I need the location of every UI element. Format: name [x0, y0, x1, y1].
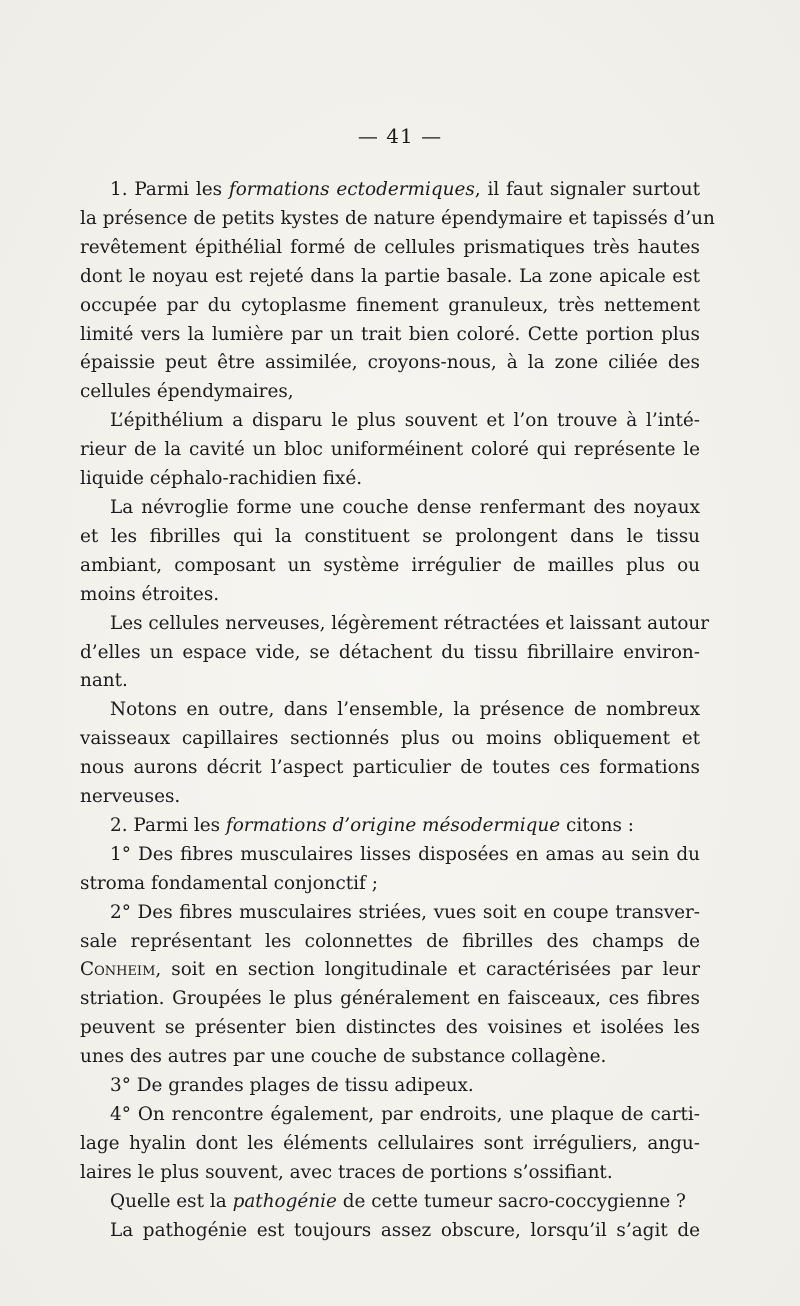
text-run: épaissie peut être assimilée, croyons-nous, à la zone ciliée des [80, 352, 700, 374]
paragraph [80, 1072, 700, 1101]
text-line [80, 899, 700, 928]
body-text [80, 176, 715, 1246]
text-run: sale représentant les colonnettes de fibrilles des champs de [80, 930, 700, 952]
text-run: la présence de petits kystes de nature épendymaire et tapissés d’un [80, 207, 715, 229]
text-run: Notons en outre, dans l’ensemble, la présence de nombreux [110, 699, 700, 721]
text-run: L’épithélium a disparu le plus souvent et l’on trouve à l’inté- [110, 410, 700, 432]
text-run: , il faut signaler surtout [474, 179, 700, 200]
text-run: laires le plus souvent, avec traces de portions s’ossifiant. [80, 1161, 613, 1183]
text-run: striation. Groupées le plus généralement en faisceaux, ces fibres [80, 988, 700, 1010]
paragraph [80, 1101, 700, 1188]
text-line [80, 494, 700, 523]
paragraph [80, 407, 700, 494]
text-line [80, 1217, 700, 1246]
text-run: Les cellules nerveuses, légèrement rétractées et laissant autour [110, 612, 710, 634]
text-run: occupée par du cytoplasme finement granuleux, très nettement [80, 294, 700, 316]
text-line [80, 234, 700, 263]
text-line [80, 1188, 700, 1217]
paragraph [80, 1188, 700, 1217]
text-run: nant. [80, 670, 128, 692]
text-line [80, 349, 700, 378]
text-run: La pathogénie est toujours assez obscure, lorsqu’il s’agit de [110, 1219, 700, 1241]
text-run: nerveuses. [80, 786, 181, 808]
text-line [80, 205, 715, 234]
author-name: Conheim [80, 959, 156, 981]
text-line [80, 956, 700, 985]
text-line [80, 1043, 700, 1072]
text-line [80, 841, 700, 870]
text-line [80, 754, 700, 783]
text-line [80, 292, 700, 321]
text-run: 4° On rencontre également, par endroits, une plaque de carti- [110, 1104, 700, 1125]
text-run: 1° Des fibres musculaires lisses disposées en amas au sein du [110, 843, 700, 865]
text-line [80, 581, 700, 610]
text-run: limité vers la lumière par un trait bien coloré. Cette portion plus [80, 323, 700, 345]
text-line [80, 176, 700, 205]
page-number: — 41 — [357, 124, 443, 148]
text-run: lage hyalin dont les éléments cellulaires sont irréguliers, angu- [80, 1132, 700, 1154]
text-run: revêtement épithélial formé de cellules prismatiques très hautes [80, 236, 700, 258]
text-line [80, 1072, 700, 1101]
text-run: nous aurons décrit l’aspect particulier de toutes ces formations [80, 757, 700, 779]
text-run: stroma fondamental conjonctif ; [80, 872, 378, 894]
paragraph [80, 610, 710, 697]
italic-term: formations d’origine mésodermique [225, 814, 561, 836]
text-run: et les fibrilles qui la constituent se prolongent dans le tissu [80, 525, 700, 547]
text-run: 2° Des fibres musculaires striées, vues soit en coupe transver- [110, 901, 700, 923]
paragraph [80, 812, 700, 841]
text-line [80, 436, 700, 465]
text-run: dont le noyau est rejeté dans la partie basale. La zone apicale est [80, 265, 700, 287]
text-run: 2. Parmi les [110, 814, 226, 836]
paragraph [80, 494, 700, 610]
text-line [80, 552, 700, 581]
paragraph [80, 696, 700, 812]
text-line [80, 667, 700, 696]
text-run: d’elles un espace vide, se détachent du tissu fibrillaire environ- [80, 641, 700, 663]
text-run: ambiant, composant un système irrégulier de mailles plus ou [80, 554, 700, 576]
text-run: citons : [560, 814, 634, 836]
paragraph [80, 899, 700, 1072]
text-line [80, 783, 700, 812]
paragraph [80, 841, 700, 899]
text-run: unes des autres par une couche de substance collagène. [80, 1046, 607, 1068]
paragraph [80, 1217, 700, 1246]
text-line [80, 263, 700, 292]
text-run: rieur de la cavité un bloc uniforméinent coloré qui représente le [80, 439, 700, 461]
text-line [80, 1101, 700, 1130]
text-run: peuvent se présenter bien distinctes des voisines et isolées les [80, 1017, 700, 1039]
text-line [80, 928, 700, 957]
text-run: cellules épendymaires, [80, 381, 294, 403]
text-run: La névroglie forme une couche dense renfermant des noyaux [110, 496, 700, 518]
text-run: 3° De grandes plages de tissu adipeux. [110, 1075, 474, 1097]
text-run: , soit en section longitudinale et caractérisées par leur [155, 959, 700, 981]
paragraph [80, 176, 715, 407]
text-run: moins étroites. [80, 583, 220, 605]
text-run: liquide céphalo-rachidien fixé. [80, 468, 363, 490]
text-line [80, 321, 700, 350]
text-run: 1. Parmi les [110, 179, 229, 200]
text-line [80, 407, 700, 436]
text-run: de cette tumeur sacro-coccygienne ? [336, 1190, 686, 1212]
text-line [80, 1159, 700, 1188]
text-line [80, 523, 700, 552]
text-line [80, 1014, 700, 1043]
text-line [80, 725, 700, 754]
text-line [80, 610, 710, 639]
text-line [80, 639, 700, 668]
text-line [80, 1130, 700, 1159]
text-line [80, 812, 700, 841]
text-line [80, 985, 700, 1014]
text-line [80, 696, 700, 725]
italic-term: formations ectodermiques [228, 179, 475, 200]
text-line [80, 465, 700, 494]
italic-term: pathogénie [232, 1190, 337, 1212]
text-run: Quelle est la [110, 1190, 233, 1212]
text-line [80, 870, 700, 899]
text-line [80, 378, 700, 407]
text-run: vaisseaux capillaires sectionnés plus ou moins obliquement et [80, 728, 700, 750]
